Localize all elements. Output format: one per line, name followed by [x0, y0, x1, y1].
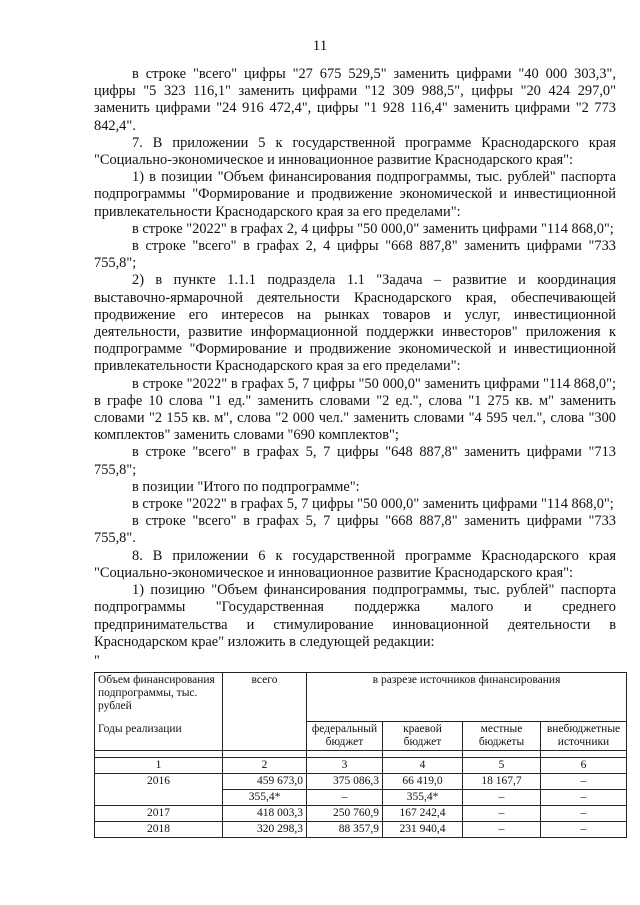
col-number: 2 [223, 758, 307, 774]
financing-table [94, 672, 627, 838]
table-gap-row [95, 751, 627, 758]
paragraph: в строке "всего" в графах 5, 7 цифры "668 887,8" заменить цифрами "733 755,8". [94, 513, 616, 547]
cell-federal: – [307, 790, 383, 806]
header-regional: краевой бюджет [383, 722, 463, 751]
paragraph: в строке "2022" в графах 2, 4 цифры "50 000,0" заменить цифрами "114 868,0"; [132, 220, 614, 237]
cell-regional: 167 242,4 [383, 806, 463, 822]
paragraph: в строке "всего" в графах 5, 7 цифры "648 887,8" заменить цифрами "713 755,8"; [94, 444, 616, 478]
cell-local: – [463, 806, 541, 822]
paragraph: в строке "2022" в графах 5, 7 цифры "50 000,0" заменить цифрами "114 868,0"; [132, 496, 614, 513]
paragraph: в строке "всего" в графах 2, 4 цифры "668 887,8" заменить цифрами "733 755,8"; [94, 238, 616, 272]
col-number: 3 [307, 758, 383, 774]
opening-quote: " [94, 652, 100, 669]
cell-regional: 355,4* [383, 790, 463, 806]
cell-local: – [463, 822, 541, 838]
header-total: всего [223, 673, 307, 722]
column-number-row [95, 758, 627, 774]
cell-regional: 66 419,0 [383, 774, 463, 790]
cell-total: 459 673,0 [223, 774, 307, 790]
header-financing-title: Объем финансирования подпрограммы, тыс. рублей [95, 673, 223, 722]
cell-federal: 375 086,3 [307, 774, 383, 790]
header-extrabudget: внебюджетные источники [541, 722, 627, 751]
cell-extrabudget: – [541, 806, 627, 822]
row-year: 2018 [95, 822, 223, 838]
row-year [95, 790, 223, 806]
cell-total: 418 003,3 [223, 806, 307, 822]
table-row [95, 806, 627, 822]
paragraph: в строке "всего" цифры "27 675 529,5" заменить цифрами "40 000 303,3", цифры "5 323 116,1" заменить цифрами "12 309 988,5", цифры "20 424 297,0" заменить цифрами "24 916 472,4", цифры "1 928 116,4" заменить цифрами "2 773 842,4". [94, 66, 616, 134]
paragraph: в позиции "Итого по подпрограмме": [132, 478, 360, 495]
cell-extrabudget: – [541, 790, 627, 806]
header-sources: в разрезе источников финансирования [307, 673, 627, 722]
cell-total: 355,4* [223, 790, 307, 806]
cell-regional: 231 940,4 [383, 822, 463, 838]
col-number: 5 [463, 758, 541, 774]
paragraph: в строке "2022" в графах 5, 7 цифры "50 000,0" заменить цифрами "114 868,0"; в графе 10 слова "1 ед." заменить словами "2 ед.", слова "1 275 кв. м" заменить словами "2 155 кв. м", слова "2 000 чел." заменить словами "4 595 чел.", слова "300 комплектов" заменить словами "690 комплектов"; [94, 375, 616, 444]
paragraph: 8. В приложении 6 к государственной программе Краснодарского края "Социально-экономическое и инновационное развитие Краснодарского края": [94, 547, 616, 581]
header-federal: федеральный бюджет [307, 722, 383, 751]
row-year: 2017 [95, 806, 223, 822]
paragraph: 2) в пункте 1.1.1 подраздела 1.1 "Задача – развитие и координация выставочно-ярмарочной деятельности Краснодарского края, обеспечивающей продвижение его интересов на рынках товаров и услуг, инвестиционной деятельности, развитие информационной поддержки инвесторов" приложения к подпрограмме "Формирование и продвижение экономической и инвестиционной привлекательности Краснодарского края за его пределами": [94, 272, 616, 375]
cell-local: – [463, 790, 541, 806]
col-number: 1 [95, 758, 223, 774]
cell-federal: 88 357,9 [307, 822, 383, 838]
cell-local: 18 167,7 [463, 774, 541, 790]
page-number: 11 [312, 38, 328, 54]
table-row [95, 774, 627, 790]
header-years: Годы реализации [95, 722, 223, 751]
paragraph: 7. В приложении 5 к государственной программе Краснодарского края "Социально-экономическое и инновационное развитие Краснодарского края": [94, 134, 616, 169]
header-local: местные бюджеты [463, 722, 541, 751]
header-total-cont [223, 722, 307, 751]
row-year: 2016 [95, 774, 223, 790]
table-row [95, 790, 627, 806]
document-body [94, 66, 616, 670]
col-number: 6 [541, 758, 627, 774]
cell-federal: 250 760,9 [307, 806, 383, 822]
col-number: 4 [383, 758, 463, 774]
cell-extrabudget: – [541, 774, 627, 790]
paragraph: 1) в позиции "Объем финансирования подпрограммы, тыс. рублей" паспорта подпрограммы "Формирование и продвижение экономической и инвестиционной привлекательности Краснодарского края за его пределами": [94, 169, 616, 220]
cell-extrabudget: – [541, 822, 627, 838]
paragraph: 1) позицию "Объем финансирования подпрограммы, тыс. рублей" паспорта подпрограммы "Государственная поддержка малого и среднего предпринимательства и стимулирование инновационной деятельности в Краснодарском крае" изложить в следующей редакции: [94, 582, 616, 650]
table-row [95, 822, 627, 838]
cell-total: 320 298,3 [223, 822, 307, 838]
